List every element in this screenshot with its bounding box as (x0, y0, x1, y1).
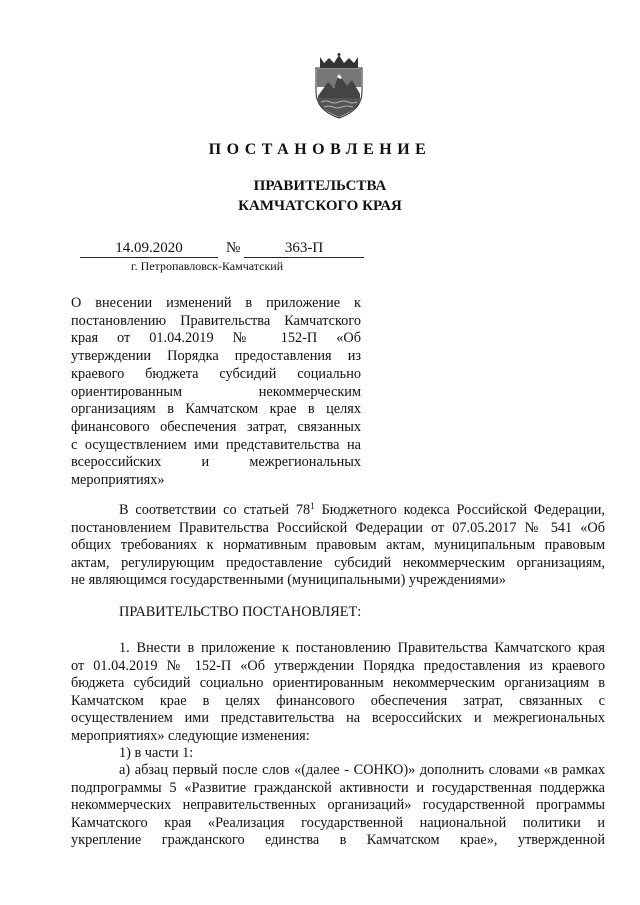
authority-line-1: ПРАВИТЕЛЬСТВА (253, 178, 387, 194)
preamble-line-1 (71, 502, 605, 520)
preamble-line: не являющимся государственными (муниципальными) учреждениями» (71, 572, 506, 588)
document-type-title: ПОСТАНОВЛЕНИЕ (208, 141, 432, 158)
article-superscript: 1 (310, 501, 315, 511)
clause-line: 1. Внести в приложение к постановлению Правительства Камчатского края (119, 640, 605, 656)
subject-line: финансового обеспечения затрат, связанных (71, 418, 361, 435)
clause-a-line: некоммерческих неправительственных организаций» государственной программы (71, 797, 605, 813)
subject-line: О внесении изменений в приложение к (71, 295, 361, 311)
clause-a-line: Камчатского края «Реализация государственной национальной политики и (71, 814, 605, 831)
subject-line: с осуществлением ими представительства на (71, 436, 361, 453)
clause-line: Камчатском крае в целях финансового обеспечения затрат, связанных с (71, 692, 605, 709)
coat-of-arms-emblem (312, 52, 366, 120)
preamble-text-b: Бюджетного кодекса Российской Федерации, (314, 502, 606, 518)
subject-line: края от 01.04.2019 № 152-П «Об (71, 330, 361, 347)
document-number: 363-П (244, 240, 364, 258)
clause-line: мероприятиях» следующие изменения: (71, 727, 310, 744)
clause-a-line: а) абзац первый после слов «(далее - СОНКО)» дополнить словами «в рамках (119, 762, 605, 778)
authority-line-2: КАМЧАТСКОГО КРАЯ (238, 198, 402, 214)
subject-line: мероприятиях» (71, 472, 165, 489)
sub-clause-1: 1) в части 1: (119, 745, 194, 761)
issuing-authority (0, 176, 640, 216)
clause-a-paragraph (71, 762, 605, 850)
resolution-heading: ПРАВИТЕЛЬСТВО ПОСТАНОВЛЯЕТ: (119, 604, 362, 620)
preamble-line: общих требованиях к нормативным правовым актам, муниципальным правовым (71, 537, 605, 553)
clause-a-line: укрепление гражданского единства в Камчатском крае», утвержденной (71, 832, 605, 848)
subject-line: краевого бюджета субсидий социально (71, 365, 361, 382)
number-sign: № (226, 240, 241, 256)
clause-1-paragraph (71, 640, 605, 763)
preamble-paragraph (71, 502, 605, 590)
preamble-text-a: В соответствии со статьей 78 (119, 502, 311, 518)
document-subject (71, 295, 361, 490)
clause-line: от 01.04.2019 № 152-П «Об утверждении Порядка предоставления из краевого (71, 657, 605, 674)
subject-line: ориентированным некоммерческим (71, 383, 361, 400)
clause-a-line: подпрограммы 5 «Развитие гражданской активности и государственная поддержка (71, 779, 605, 796)
city-of-issue: г. Петропавловск-Камчатский (131, 259, 284, 273)
preamble-line: актам, регулирующим предоставление субсидий некоммерческим организациям, (71, 554, 605, 571)
clause-line: бюджета субсидий социально ориентированным некоммерческим организациям в (71, 675, 605, 691)
preamble-line: постановлением Правительства Российской Федерации от 07.05.2017 № 541 «Об (71, 519, 605, 536)
subject-line: постановлению Правительства Камчатского (71, 312, 361, 329)
subject-line: организациям в Камчатском крае в целях (71, 401, 361, 418)
subject-line: всероссийских и межрегиональных (71, 454, 361, 471)
clause-line: осуществлением ими представительства на всероссийских и межрегиональных (71, 710, 605, 726)
subject-line: утверждении Порядка предоставления из (71, 348, 361, 365)
document-date: 14.09.2020 (80, 240, 218, 258)
